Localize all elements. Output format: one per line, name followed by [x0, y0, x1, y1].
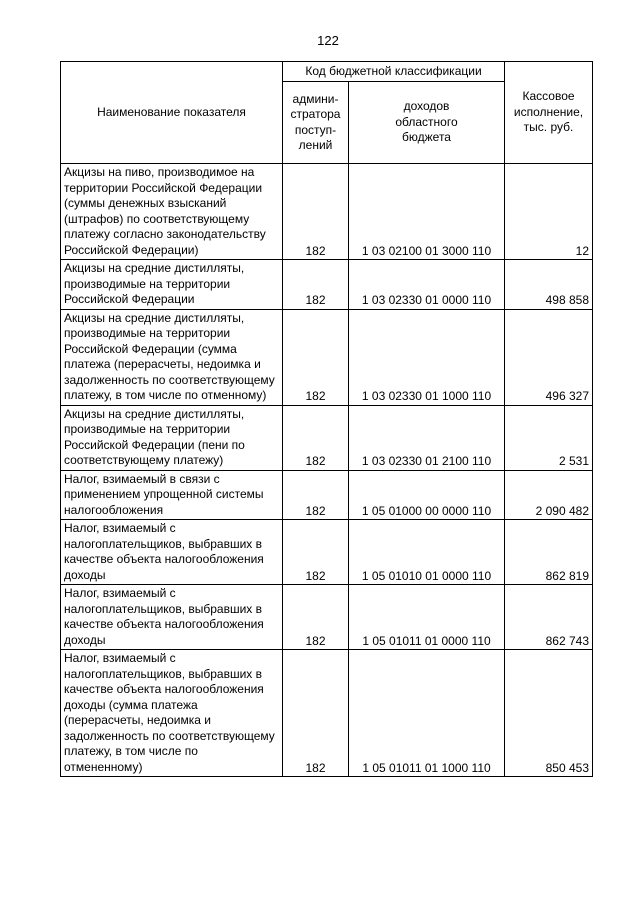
row-name: Налог, взимаемый с налогоплательщиков, выбравших в качестве объекта налогообложения доходы (сумма платежа (перерасчеты, недоимка и задолженность по соответствующему платежу, в том числе по отмененному) — [61, 650, 283, 777]
row-admin-code: 182 — [283, 585, 349, 650]
row-admin-code: 182 — [283, 405, 349, 470]
table-row — [61, 309, 593, 405]
row-income-code: 1 03 02330 01 1000 110 — [349, 309, 505, 405]
row-name: Налог, взимаемый с налогоплательщиков, выбравших в качестве объекта налогообложения доходы — [61, 585, 283, 650]
row-amount: 862 743 — [505, 585, 593, 650]
header-admin-column — [283, 82, 349, 164]
row-income-code: 1 05 01000 00 0000 110 — [349, 470, 505, 520]
header-amount-column — [505, 62, 593, 164]
header-admin-label: админи- стратора поступ- лений — [290, 91, 341, 152]
row-income-code: 1 05 01010 01 0000 110 — [349, 520, 505, 585]
row-name: Акцизы на средние дистилляты, производимые на территории Российской Федерации — [61, 260, 283, 310]
header-row-group — [61, 62, 593, 82]
table-row — [61, 164, 593, 260]
row-income-code: 1 03 02330 01 0000 110 — [349, 260, 505, 310]
header-classification-group: Код бюджетной классификации — [283, 62, 505, 82]
row-name: Акцизы на средние дистилляты, производимые на территории Российской Федерации (сумма платежа (перерасчеты, недоимка и задолженность по соответствующему платежу, в том числе по отменному) — [61, 309, 283, 405]
table-row — [61, 520, 593, 585]
row-admin-code: 182 — [283, 650, 349, 777]
table-row — [61, 470, 593, 520]
table-row — [61, 585, 593, 650]
row-amount: 2 531 — [505, 405, 593, 470]
budget-table — [60, 61, 593, 777]
row-admin-code: 182 — [283, 309, 349, 405]
table-row — [61, 650, 593, 777]
row-amount: 498 858 — [505, 260, 593, 310]
row-income-code: 1 03 02100 01 3000 110 — [349, 164, 505, 260]
header-name-column: Наименование показателя — [61, 62, 283, 164]
row-admin-code: 182 — [283, 260, 349, 310]
header-income-column — [349, 82, 505, 164]
row-admin-code: 182 — [283, 164, 349, 260]
row-admin-code: 182 — [283, 520, 349, 585]
row-amount: 12 — [505, 164, 593, 260]
row-admin-code: 182 — [283, 470, 349, 520]
table-row — [61, 260, 593, 310]
row-amount: 2 090 482 — [505, 470, 593, 520]
row-name: Налог, взимаемый с налогоплательщиков, выбравших в качестве объекта налогообложения доходы — [61, 520, 283, 585]
row-amount: 862 819 — [505, 520, 593, 585]
row-amount: 496 327 — [505, 309, 593, 405]
row-name: Налог, взимаемый в связи с применением упрощенной системы налогообложения — [61, 470, 283, 520]
row-name: Акцизы на средние дистилляты, производимые на территории Российской Федерации (пени по соответствующему платежу) — [61, 405, 283, 470]
header-income-label: доходов областного бюджета — [395, 99, 458, 145]
row-income-code: 1 05 01011 01 0000 110 — [349, 585, 505, 650]
page-number: 122 — [317, 33, 339, 48]
row-income-code: 1 05 01011 01 1000 110 — [349, 650, 505, 777]
table-row — [61, 405, 593, 470]
row-name: Акцизы на пиво, производимое на территории Российской Федерации (суммы денежных взысканий (штрафов) по соответствующему платежу согласно законодательству Российской Федерации) — [61, 164, 283, 260]
header-amount-label: Кассовое исполнение, тыс. руб. — [513, 89, 584, 135]
row-income-code: 1 03 02330 01 2100 110 — [349, 405, 505, 470]
row-amount: 850 453 — [505, 650, 593, 777]
